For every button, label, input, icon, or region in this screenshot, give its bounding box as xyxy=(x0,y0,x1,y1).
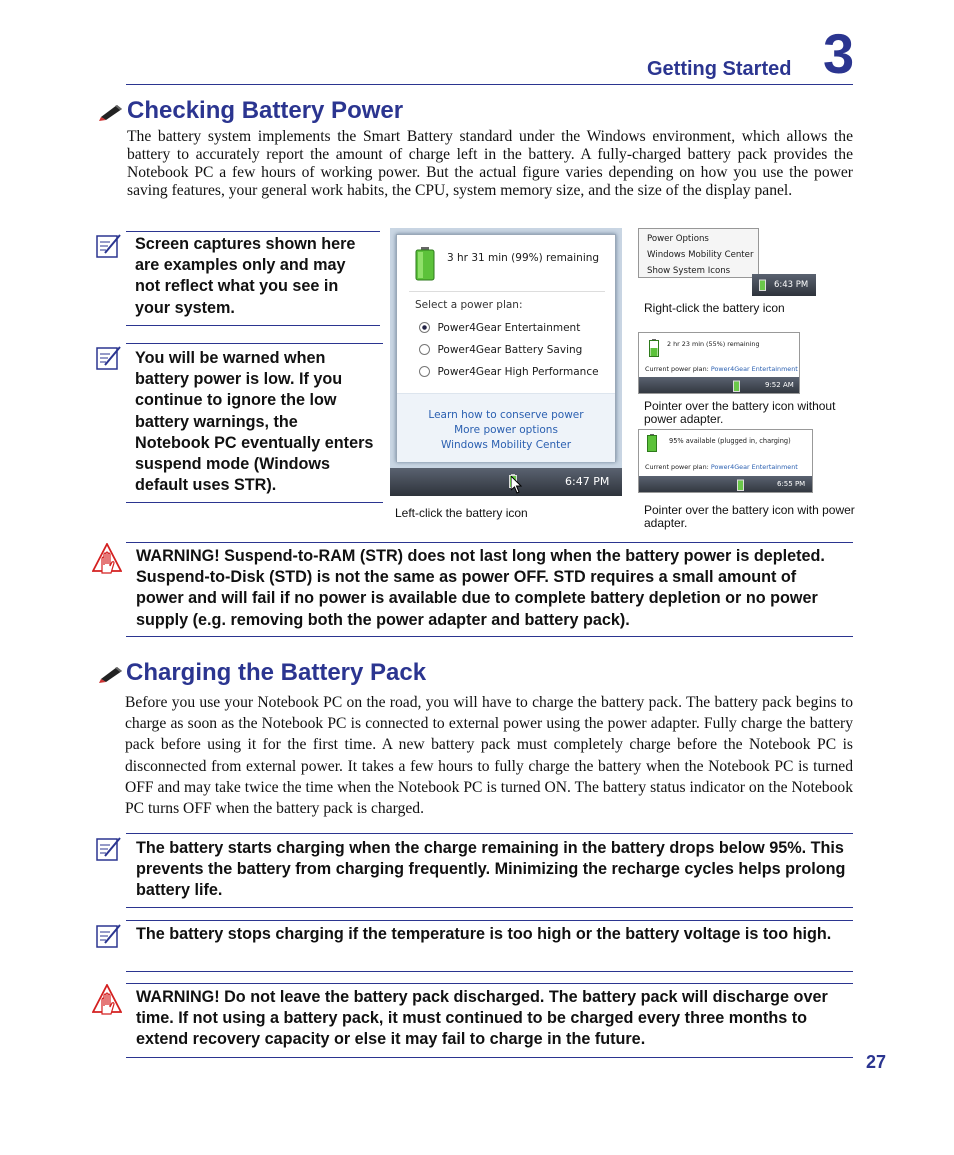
plan-option-high-performance[interactable] xyxy=(419,363,599,381)
warning2-bottom-rule xyxy=(126,1057,853,1058)
note4-text: The battery stops charging if the temperature is too high or the battery voltage is too high. xyxy=(136,925,832,943)
tooltip-plan-row xyxy=(645,365,798,373)
link-conserve-power[interactable]: Learn how to conserve power xyxy=(428,409,584,421)
note1-text: Screen captures shown here are examples only and may not reflect what you see in your system. xyxy=(135,235,356,317)
plan-link[interactable]: Power4Gear Entertainment xyxy=(710,365,798,373)
note2-top-rule xyxy=(126,343,383,344)
battery-remaining: 3 hr 31 min (99%) remaining xyxy=(447,252,600,264)
radio-icon xyxy=(419,344,430,355)
tooltip-no-adapter-screenshot xyxy=(638,332,800,394)
battery-tray-icon[interactable] xyxy=(733,379,740,394)
chapter-number: 3 xyxy=(823,22,855,85)
context-menu xyxy=(638,228,759,278)
note-pad-icon xyxy=(96,923,122,949)
note3-bottom-rule xyxy=(126,907,853,908)
warning2-top-rule xyxy=(126,983,853,984)
pencil-bullet-icon xyxy=(99,665,123,688)
running-header: Getting Started xyxy=(647,58,792,80)
power-popup xyxy=(396,234,616,462)
caption-right-click: Right-click the battery icon xyxy=(644,301,785,315)
tooltip-plan-row xyxy=(645,463,798,471)
note-pad-icon xyxy=(96,836,122,862)
plan-label: Current power plan: xyxy=(645,463,709,471)
select-plan-label: Select a power plan: xyxy=(415,299,523,311)
menu-item-power-options[interactable]: Power Options xyxy=(647,234,709,244)
tooltip-status: 95% available (plugged in, charging) xyxy=(669,437,791,445)
section2-body: Before you use your Notebook PC on the road, you will have to charge the battery pack. The battery pack begins to charge as soon as the Notebook PC is connected to external power using the power adapter. Fully charge the battery pack before using it for the first time. A new battery pack must completely charge before the Notebook PC is disconnected from external power. It takes a few hours to fully charge the battery when the Notebook PC is turned OFF and may take twice the time when the Notebook PC is turned ON. The battery status indicator on the Notebook PC turns OFF when the battery pack is charged. xyxy=(125,694,853,818)
plan-label: Power4Gear Entertainment xyxy=(437,321,581,334)
section-title-checking: Checking Battery Power xyxy=(127,97,404,124)
warning-hand-icon xyxy=(92,543,122,577)
note-pad-icon xyxy=(96,345,122,371)
warning1-top-rule xyxy=(126,542,853,543)
caption-left-click: Left-click the battery icon xyxy=(395,506,528,520)
section-title-charging: Charging the Battery Pack xyxy=(126,659,427,686)
battery-tray-icon[interactable] xyxy=(759,278,766,296)
caption-no-adapter: Pointer over the battery icon without power adapter. xyxy=(644,399,836,426)
caption-with-adapter: Pointer over the battery icon with power adapter. xyxy=(644,503,855,530)
pencil-bullet-icon xyxy=(99,103,123,126)
taskbar-clock: 6:55 PM xyxy=(777,480,806,488)
menu-item-show-system-icons[interactable]: Show System Icons xyxy=(647,266,731,276)
battery-tray-icon[interactable] xyxy=(737,478,744,493)
warning1-text: WARNING! Suspend-to-RAM (STR) does not last long when the battery power is depleted. Suspend-to-Disk (STD) is not the same as power OFF. STD requires a small amount of power and will fail if no power is available due to complete battery depletion or no power supply (e.g. removing both the power adapter and battery pack). xyxy=(136,547,825,629)
note2-text: You will be warned when battery power is low. If you continue to ignore the low battery warnings, the Notebook PC eventually enters suspend mode (Windows default uses STR). xyxy=(135,349,374,495)
note-pad-icon xyxy=(96,233,122,259)
battery-icon xyxy=(649,339,659,362)
note2-bottom-rule xyxy=(126,502,383,503)
tooltip-status: 2 hr 23 min (55%) remaining xyxy=(667,340,760,348)
header-rule xyxy=(126,84,853,85)
battery-icon xyxy=(415,247,435,286)
note3-top-rule xyxy=(126,833,853,834)
taskbar-clock: 6:43 PM xyxy=(774,280,809,290)
note3-text: The battery starts charging when the charge remaining in the battery drops below 95%. This prevents the battery from charging frequently. Minimizing the recharge cycles helps prolong battery life. xyxy=(136,839,846,900)
warning2-text: WARNING! Do not leave the battery pack discharged. The battery pack will discharge over time. If not using a battery pack, it must continued to be charged every three months to extend recovery capacity or else it may fail to charge in the future. xyxy=(136,988,828,1049)
plan-option-battery-saving[interactable] xyxy=(419,341,582,359)
tooltip-with-adapter-screenshot xyxy=(638,429,813,493)
plan-link[interactable]: Power4Gear Entertainment xyxy=(710,463,798,471)
warning1-bottom-rule xyxy=(126,636,853,637)
note4-bottom-rule xyxy=(126,971,853,972)
page-number: 27 xyxy=(866,1052,887,1072)
cursor-icon xyxy=(511,476,523,496)
radio-icon xyxy=(419,366,430,377)
link-mobility-center[interactable]: Windows Mobility Center xyxy=(440,439,572,451)
section1-body: The battery system implements the Smart Battery standard under the Windows environment, which allows the battery to accurately report the amount of charge left in the battery. A fully-charged battery pack provides the Notebook PC a few hours of working power. But the actual figure varies depending on how you use the power saving features, your general work habits, the CPU, system memory size, and the size of the display panel. xyxy=(127,128,853,199)
warning-hand-icon xyxy=(92,984,122,1018)
plan-label: Current power plan: xyxy=(645,365,709,373)
link-more-power-options[interactable]: More power options xyxy=(454,424,558,436)
plan-label: Power4Gear High Performance xyxy=(437,365,599,378)
taskbar-clock: 9:52 AM xyxy=(765,381,794,389)
note1-bottom-rule xyxy=(126,325,380,326)
note4-top-rule xyxy=(126,920,853,921)
plan-label: Power4Gear Battery Saving xyxy=(437,343,583,356)
plan-option-entertainment[interactable] xyxy=(419,319,580,337)
note1-top-rule xyxy=(126,231,380,232)
menu-item-mobility-center[interactable]: Windows Mobility Center xyxy=(647,250,754,260)
power-popup-screenshot xyxy=(390,228,622,496)
taskbar-clock: 6:47 PM xyxy=(565,475,610,488)
battery-icon xyxy=(647,434,657,457)
context-menu-screenshot xyxy=(638,228,816,296)
radio-selected-icon xyxy=(419,322,430,333)
